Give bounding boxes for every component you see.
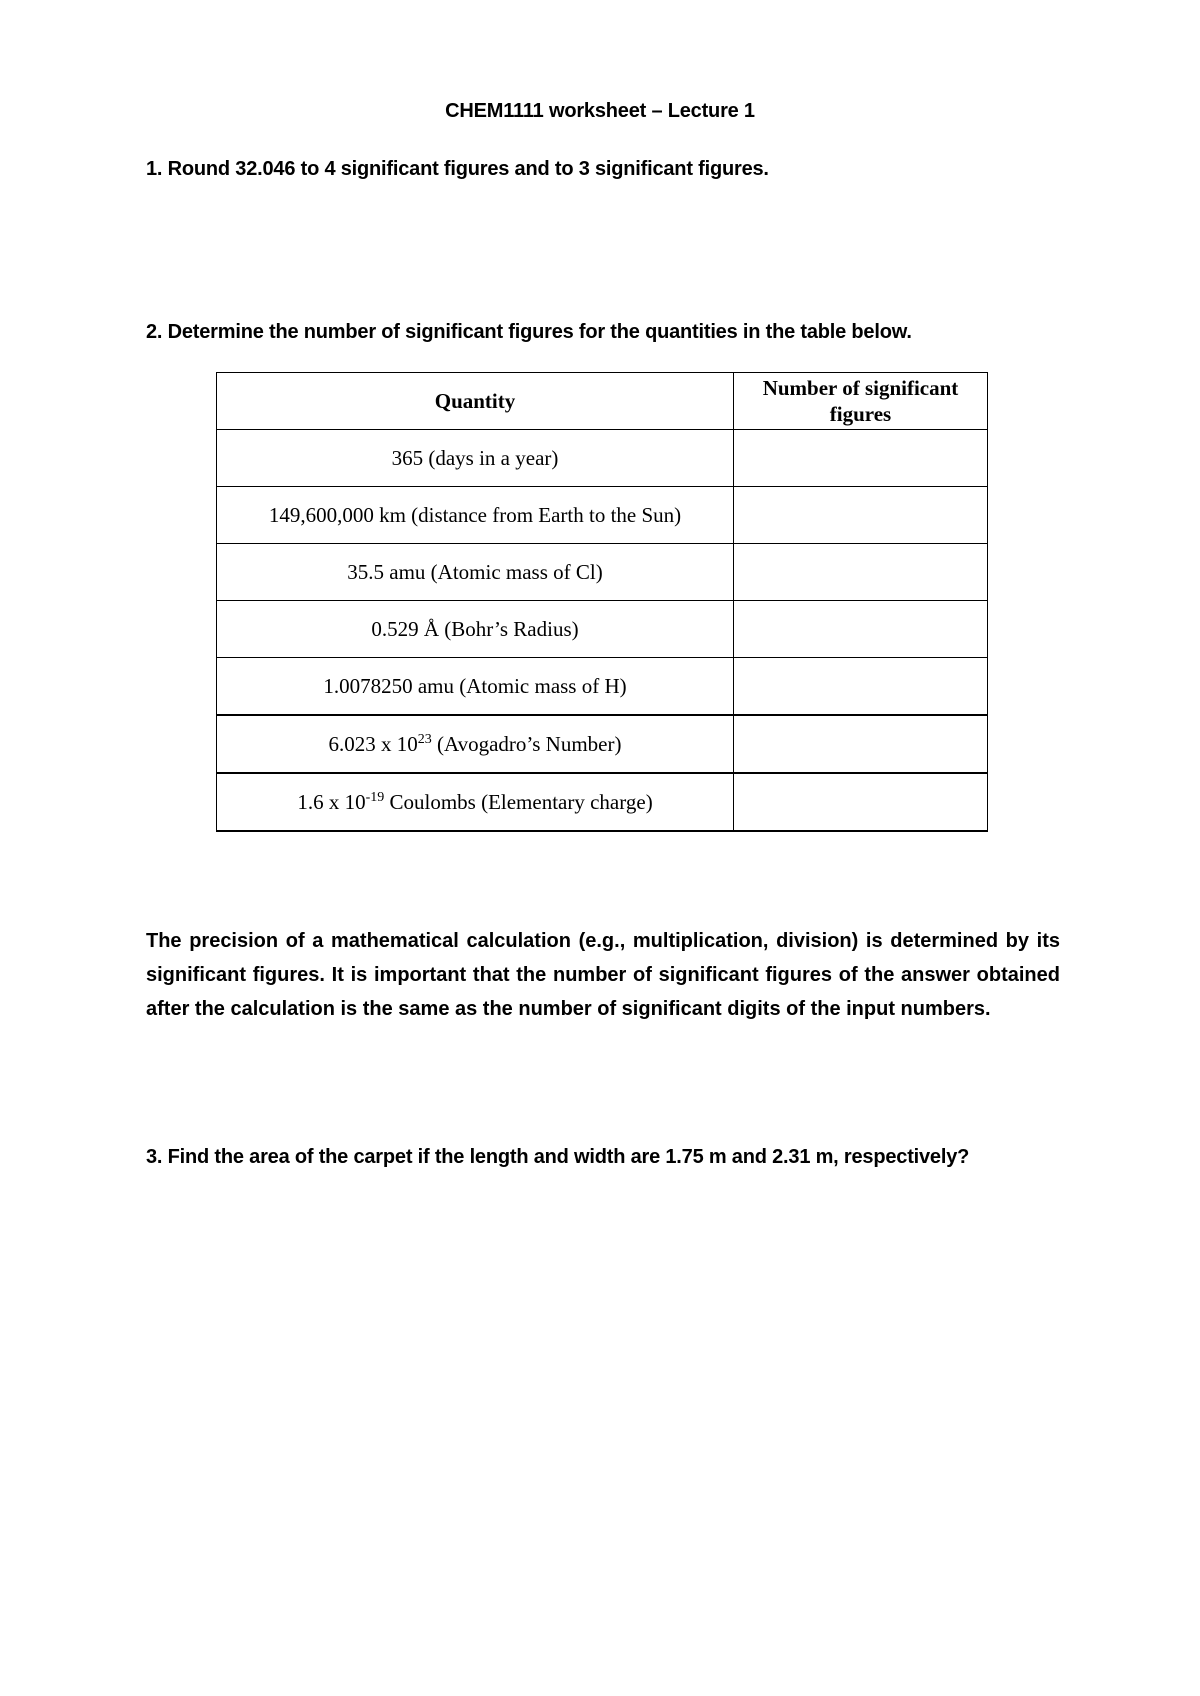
- quantity-cell: [217, 715, 734, 773]
- table-row: [217, 544, 988, 601]
- significant-figures-table: [216, 372, 988, 832]
- quantity-text: 1.0078250 amu (Atomic mass of H): [323, 673, 627, 698]
- question-1: 1. Round 32.046 to 4 significant figures and to 3 significant figures.: [146, 158, 769, 180]
- quantity-text-suffix: Coulombs (Elementary charge): [384, 789, 653, 814]
- precision-paragraph: The precision of a mathematical calculation (e.g., multiplication, division) is determined by its significant figures. It is important that the number of significant figures of the answer obtained after the calculation is the same as the number of significant digits of the input numbers.: [146, 930, 1060, 1020]
- header-number-of-significant-figures: Number of significant figures: [734, 373, 988, 430]
- table-row: [217, 773, 988, 831]
- table-row: [217, 601, 988, 658]
- quantity-cell: [217, 430, 734, 487]
- quantity-text: 1.6 x 10: [297, 789, 366, 814]
- answer-cell[interactable]: [734, 601, 988, 658]
- answer-cell[interactable]: [734, 715, 988, 773]
- table-row: [217, 487, 988, 544]
- table-row: [217, 430, 988, 487]
- quantity-text: 6.023 x 10: [328, 731, 418, 756]
- question-2: 2. Determine the number of significant figures for the quantities in the table below.: [146, 321, 912, 343]
- page-title: CHEM1111 worksheet – Lecture 1: [445, 100, 755, 122]
- quantity-cell: [217, 487, 734, 544]
- answer-cell[interactable]: [734, 658, 988, 716]
- quantity-cell: [217, 544, 734, 601]
- answer-cell[interactable]: [734, 487, 988, 544]
- quantity-text-suffix: (Avogadro’s Number): [431, 731, 622, 756]
- quantity-text: 0.529 Å (Bohr’s Radius): [371, 616, 579, 641]
- answer-cell[interactable]: [734, 430, 988, 487]
- header-quantity: Quantity: [217, 373, 734, 430]
- quantity-text: 35.5 amu (Atomic mass of Cl): [347, 559, 603, 584]
- quantity-text: 365 (days in a year): [391, 445, 559, 470]
- quantity-cell: [217, 601, 734, 658]
- quantity-text: 149,600,000 km (distance from Earth to the Sun): [268, 502, 682, 527]
- exponent: 23: [417, 731, 432, 747]
- table-row: [217, 658, 988, 716]
- quantity-cell: [217, 658, 734, 716]
- answer-cell[interactable]: [734, 544, 988, 601]
- table-header-row: [217, 373, 988, 430]
- exponent: -19: [365, 789, 385, 805]
- quantity-cell: [217, 773, 734, 831]
- question-3: 3. Find the area of the carpet if the length and width are 1.75 m and 2.31 m, respectively?: [146, 1146, 970, 1168]
- answer-cell[interactable]: [734, 773, 988, 831]
- table-row: [217, 715, 988, 773]
